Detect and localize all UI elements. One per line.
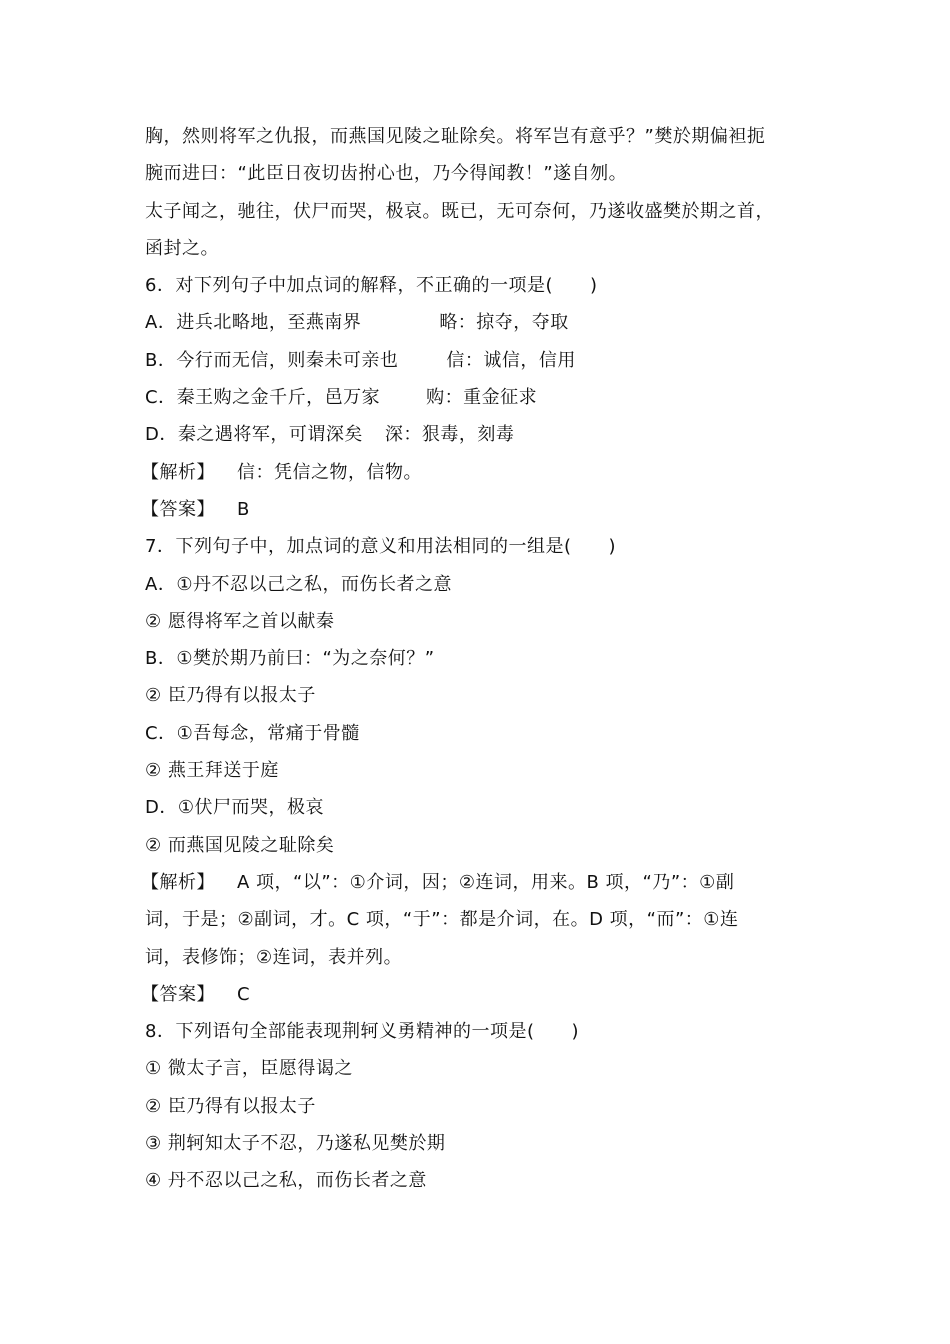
- analysis-label: 【解析】: [141, 461, 215, 483]
- question-6-option-d: [145, 416, 810, 453]
- question-7-line: B．①樊於期乃前曰：“为之奈何？”: [145, 648, 435, 670]
- option-d-sentence: D．秦之遇将军，可谓深矣: [145, 424, 363, 446]
- option-c-sentence: C．秦王购之金千斤，邑万家: [145, 387, 381, 409]
- answer-label: 【答案】: [141, 983, 215, 1005]
- question-6-answer: [141, 491, 810, 528]
- question-7-line: ② 而燕国见陵之耻除矣: [145, 834, 335, 856]
- question-7-answer: [141, 976, 810, 1013]
- option-b-sentence: B．今行而无信，则秦未可亲也: [145, 349, 399, 371]
- answer-value: B: [237, 498, 250, 520]
- question-8-line: ① 微太子言，臣愿得谒之: [145, 1058, 353, 1080]
- option-b-gloss: 信：诚信，信用: [446, 349, 576, 371]
- question-7-analysis-continued: 词，于是；②副词，才。C 项，“于”：都是介词，在。D 项，“而”：①连: [145, 909, 739, 931]
- answer-value: C: [237, 983, 251, 1005]
- question-7-line: D．①伏尸而哭，极哀: [145, 797, 324, 819]
- question-7-line: ② 臣乃得有以报太子: [145, 685, 316, 707]
- question-6-option-b: [145, 342, 810, 379]
- passage-line-3: 太子闻之，驰往，伏尸而哭，极哀。既已，无可奈何，乃遂收盛樊於期之首，: [145, 200, 774, 222]
- question-8-line: ② 臣乃得有以报太子: [145, 1095, 316, 1117]
- question-6-analysis: [141, 454, 810, 491]
- passage-line-2: 腕而进曰：“此臣日夜切齿拊心也，乃今得闻教！”遂自刎。: [145, 163, 628, 185]
- analysis-text: A 项，“以”：①介词，因；②连词，用来。B 项，“乃”：①副: [237, 871, 735, 893]
- option-c-gloss: 购：重金征求: [426, 387, 538, 409]
- passage-line-1: 胸，然则将军之仇报，而燕国见陵之耻除矣。将军岂有意乎？”樊於期偏袒扼: [145, 126, 766, 147]
- analysis-label: 【解析】: [141, 871, 215, 893]
- question-7-line: ② 燕王拜送于庭: [145, 760, 279, 782]
- answer-label: 【答案】: [141, 498, 215, 520]
- option-a-sentence: A．进兵北略地，至燕南界: [145, 312, 362, 334]
- question-6-option-a: [145, 304, 810, 341]
- question-7-analysis-continued: 词，表修饰；②连词，表并列。: [145, 946, 403, 968]
- question-8-stem: 8．下列语句全部能表现荆轲义勇精神的一项是( ): [145, 1021, 579, 1043]
- question-7-analysis: [141, 864, 810, 901]
- option-a-gloss: 略：掠夺，夺取: [439, 312, 569, 334]
- question-6-stem: 6．对下列句子中加点词的解释，不正确的一项是( ): [145, 275, 598, 297]
- analysis-text: 信：凭信之物，信物。: [237, 461, 422, 483]
- question-8-line: ③ 荆轲知太子不忍，乃遂私见樊於期: [145, 1133, 446, 1155]
- question-7-line: ② 愿得将军之首以献秦: [145, 610, 335, 632]
- question-8-line: ④ 丹不忍以己之私，而伤长者之意: [145, 1170, 427, 1192]
- passage-line-4: 函封之。: [145, 237, 219, 259]
- question-7-line: C．①吾每念，常痛于骨髓: [145, 722, 360, 744]
- question-7-line: A．①丹不忍以己之私，而伤长者之意: [145, 573, 452, 595]
- question-7-stem: 7．下列句子中，加点词的意义和用法相同的一组是( ): [145, 536, 616, 558]
- option-d-gloss: 深：狠毒，刻毒: [384, 424, 515, 446]
- question-6-option-c: [145, 379, 810, 416]
- document-content: [141, 118, 810, 1200]
